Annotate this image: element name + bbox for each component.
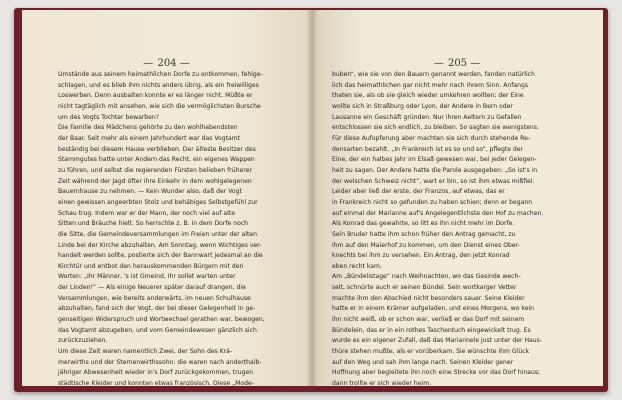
text-line: abzuhalten, fand sich der Vogt, der bei dieser Gelegenheit in ge- (58, 305, 256, 313)
text-line: um des Vogts Tochter bewarben? (58, 113, 160, 121)
page-number-right: — 205 — (433, 58, 482, 69)
text-line: jähriger Abwesenheit wieder in's Dorf zurückgekommen, trugen (58, 369, 254, 377)
text-line: heit zu sagen. Der Andere hatte die Parole ausgegeben: „So ist's in (332, 166, 538, 174)
text-line: wurde es ein eigener Zufall, daß das Mariannele just unter der Haus- (332, 337, 543, 345)
text-line: dann trollte er sich wieder heim. (332, 380, 432, 386)
text-line: knechts bei ihm zu versehen. Ein Antrag, den jetzt Konrad (332, 252, 510, 260)
text-line: Als Konrad das gewahrte, so litt es ihn nicht mehr im Dorfe. (332, 220, 515, 228)
text-line: Worten: „Ihr Männer, 's ist Gmeind, Ihr sollet warten unter (58, 273, 236, 281)
text-line: Hoffnung aber begleitete ihn noch eine Strecke vor das Dorf hinaus; (332, 369, 541, 377)
text-line: Linde bei der Kirche abzuhalten. Am Sonntag, wenn Wichtiges ver- (58, 241, 262, 249)
right-page-text (332, 70, 580, 386)
text-line: in Frankreich nicht so gefunden zu haben schien; denn er begann (332, 198, 533, 206)
text-line: hatte er in einem Krämer aufgeladen, und eines Morgens, wo kein (332, 305, 535, 313)
text-line: thüre stehen mußte, als er vorüberkam. Sie wünschte ihm Glück (332, 348, 530, 356)
text-line: thaten sie, als ob sie gleich wieder umkehren wollten; der Eine (332, 92, 524, 100)
text-line: ihn nicht weiß, ob er schon war, verließ er das Dorf mit seinem (332, 316, 525, 324)
text-line: densarten bezahlt. „In Frankreich ist es so und so“, pflegte der (332, 145, 524, 153)
text-line: auf den Weg und sah ihm lange nach. Seinen Kleider gener (332, 358, 514, 366)
text-line: nicht tagtäglich mit ansehen, wie sich die vermöglichsten Bursche (58, 102, 261, 110)
text-line: Am „Bündelistage“ nach Weihnachten, wo das Gesinde wech- (332, 273, 521, 281)
text-line: Loswerben. Denn ausbalten konnte er es länger nicht. Müßte er (58, 92, 253, 100)
text-line: auf einmal der Marianne auf's Angelegentlichste den Hof zu machen. (332, 209, 544, 217)
text-line: schlagen, und es blieb ihm nichts anders übrig, als ein freiwilliges (58, 81, 259, 89)
text-line: städtische Kleider und konnten etwas französisch. Diese „Mode- (58, 380, 254, 386)
text-line: der Baar. Seit mehr als einem Jahrhundert war das Vogtamt (58, 134, 241, 142)
text-line: der Linden!“ — Als einige Neuerer später darauf drangen, die (58, 284, 246, 292)
text-line: Um diese Zeit waren namentlich Zwei, der Sohn des Krä- (58, 348, 233, 356)
text-line: lich das heimathlichen gar nicht mehr nach ihrem Sinn. Anfangs (332, 81, 529, 89)
text-line: zu führen, und selbst die regierenden Fürsten belieben früherer (58, 166, 252, 174)
text-line: Bündelein, das er in ein rothes Taschentuch eingewickelt trug. Es (332, 326, 531, 334)
page-number-left: — 204 — (143, 58, 191, 69)
text-line: Die Familie des Mädchens gehörte zu den wohlhabendsten (58, 124, 238, 132)
text-line: Für diese Aufopferung aber machten sie sich durch stehende Re- (332, 134, 531, 142)
text-line: merwirths und der Sternenwirthssohn: die waren nach anderthalb- (58, 358, 262, 366)
text-line: Versammlungen, wie bereits anderwärts, im neuen Schulhause (58, 294, 251, 302)
text-line: Lausanne ein Geschäft gründen. Nur ihren Aeltern zu Gefallen (332, 113, 522, 121)
text-line: der welschen Schweiz nicht“, wart er bin, so ist ihm etwas mißfiel. (332, 177, 535, 185)
book-gutter (306, 10, 318, 386)
text-line: genseitigen Widerspruch und Wortwechsel gerathen war, bewogen, (58, 316, 265, 324)
text-line: selt, schnürte auch er seinen Bündel. Sein wortkarger Vetter (332, 284, 517, 292)
text-line: handelt werden sollte, postierte sich der Bannwart jedesmal an die (58, 252, 263, 260)
text-line: wollte sich in Straßburg oder Lyon, der Andere in Bern oder (332, 102, 513, 110)
text-line: Umstände aus seinem heimathlichen Dorfe zu entkommen, fehlge- (58, 71, 263, 78)
text-line: Zeit während der Jagd öfter ihre Einkehr in dem wohlgelegenen (58, 177, 252, 185)
text-line: buben“, wie sie von den Bauern genannt werden, fanden natürlich (332, 71, 535, 78)
right-page (312, 10, 603, 386)
text-line: die Sitte, die Gemeindeversammlungen im Freien unter der alten (58, 230, 258, 238)
text-line: machte ihm den Abschied nicht besonders sauer. Seine Kleider (332, 294, 525, 302)
text-line: eben recht kam. (332, 262, 382, 270)
text-line: zurückzuziehen. (58, 337, 108, 345)
left-page-text (58, 70, 298, 386)
text-line: Bauernhause zu nehmen. — Kein Wunder also, daß der Vogt (58, 188, 242, 196)
text-line: das Vogtamt abzugeben, und vom Gemeindewesen gänzlich sich (58, 326, 257, 334)
text-line: Eine, der ein halbes Jahr im Elsaß gewesen war, bei jeder Gelegen- (332, 156, 537, 164)
page-number-right-value: 205 (447, 58, 468, 69)
text-line: Sitten und Bräuche hielt. So herrschte z. B. in dem Dorfe noch (58, 220, 249, 228)
text-line: Schau trug. Indem war er der Mann, der noch viel auf alte (58, 209, 235, 217)
text-line: Stammgutes hatte unter Andern das Recht, ein eigenes Wappen (58, 156, 255, 164)
page-number-left-value: 204 (157, 58, 177, 69)
text-line: einen gewissen angeerbten Stolz und behäbiges Selbstgefühl zur (58, 198, 258, 206)
text-line: Kirchtür und entbot den herauskommenden Bürgern mit den (58, 262, 244, 270)
text-line: beständig bei diesem Hause verblieben. Der älteste Besitzer des (58, 145, 256, 153)
left-page (22, 10, 312, 386)
text-line: Leider aber ließ der erste, der Franzos, auf etwas, das er (332, 188, 505, 196)
text-line: Sein Bruder hatte ihm schon früher den Antrag gemacht, zu (332, 230, 516, 238)
text-line: ihm auf den Maierhof zu kommen, um den Dienst eines Ober- (332, 241, 520, 249)
text-line: entschlossen sie sich endlich, zu bleiben. So sagten sie wenigstens. (332, 124, 539, 132)
